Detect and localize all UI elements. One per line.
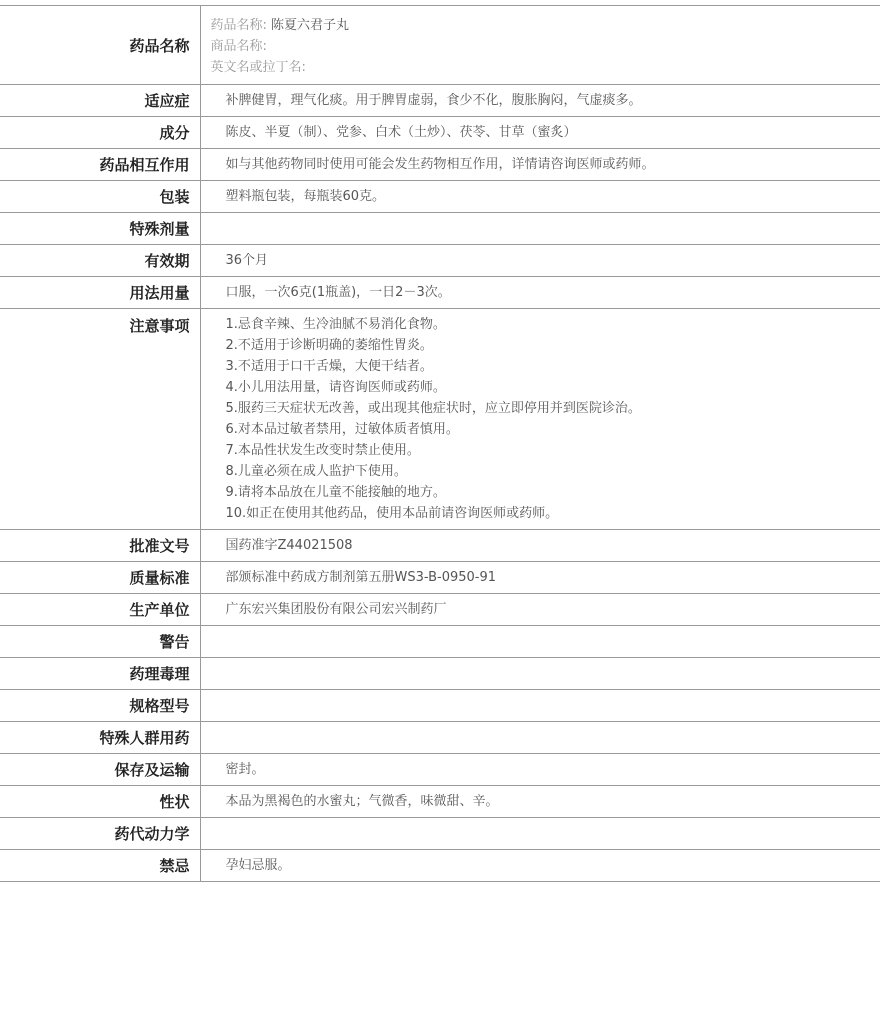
note-item: 1.忌食辛辣、生冷油腻不易消化食物。 bbox=[225, 317, 446, 332]
table-row bbox=[0, 149, 880, 181]
row-label: 包装 bbox=[0, 181, 200, 213]
table-row bbox=[0, 530, 880, 562]
row-value: 口服，一次6克(1瓶盖)，一日2－3次。 bbox=[200, 277, 880, 309]
row-label: 警告 bbox=[0, 626, 200, 658]
table-row bbox=[0, 562, 880, 594]
notes-list bbox=[200, 309, 880, 530]
note-item: 9.请将本品放在儿童不能接触的地方。 bbox=[225, 485, 446, 500]
row-label: 质量标准 bbox=[0, 562, 200, 594]
row-value: 如与其他药物同时使用可能会发生药物相互作用，详情请咨询医师或药师。 bbox=[200, 149, 880, 181]
trade-name-key: 商品名称: bbox=[210, 39, 267, 54]
row-value bbox=[200, 690, 880, 722]
table-row bbox=[0, 722, 880, 754]
row-value bbox=[200, 818, 880, 850]
table-row bbox=[0, 850, 880, 882]
row-label: 性状 bbox=[0, 786, 200, 818]
note-item: 5.服药三天症状无改善，或出现其他症状时，应立即停用并到医院诊治。 bbox=[225, 401, 641, 416]
row-label: 禁忌 bbox=[0, 850, 200, 882]
row-value: 部颁标准中药成方制剂第五册WS3-B-0950-91 bbox=[200, 562, 880, 594]
table-row bbox=[0, 117, 880, 149]
row-value: 本品为黑褐色的水蜜丸；气微香，味微甜、辛。 bbox=[200, 786, 880, 818]
table-row bbox=[0, 181, 880, 213]
row-value: 广东宏兴集团股份有限公司宏兴制药厂 bbox=[200, 594, 880, 626]
table-row bbox=[0, 213, 880, 245]
row-label: 注意事项 bbox=[0, 309, 200, 530]
table-row bbox=[0, 85, 880, 117]
row-label: 药品相互作用 bbox=[0, 149, 200, 181]
generic-name-key: 药品名称: bbox=[210, 18, 267, 33]
row-value bbox=[200, 722, 880, 754]
table-row bbox=[0, 245, 880, 277]
note-item: 2.不适用于诊断明确的萎缩性胃炎。 bbox=[225, 338, 433, 353]
trade-name-line bbox=[211, 36, 880, 57]
row-label: 批准文号 bbox=[0, 530, 200, 562]
row-label: 药理毒理 bbox=[0, 658, 200, 690]
table-row bbox=[0, 277, 880, 309]
row-label: 适应症 bbox=[0, 85, 200, 117]
table-row bbox=[0, 754, 880, 786]
row-label: 保存及运输 bbox=[0, 754, 200, 786]
generic-name-value: 陈夏六君子丸 bbox=[271, 18, 350, 33]
drug-name-cell bbox=[200, 6, 880, 85]
row-value: 国药准字Z44021508 bbox=[200, 530, 880, 562]
row-value bbox=[200, 626, 880, 658]
row-value bbox=[200, 213, 880, 245]
row-label: 生产单位 bbox=[0, 594, 200, 626]
table-row bbox=[0, 658, 880, 690]
row-value: 塑料瓶包装，每瓶装60克。 bbox=[200, 181, 880, 213]
note-item: 8.儿童必须在成人监护下使用。 bbox=[225, 464, 407, 479]
row-label: 规格型号 bbox=[0, 690, 200, 722]
table-row bbox=[0, 690, 880, 722]
row-label: 特殊剂量 bbox=[0, 213, 200, 245]
row-value bbox=[200, 658, 880, 690]
note-item: 7.本品性状发生改变时禁止使用。 bbox=[225, 443, 420, 458]
row-value: 补脾健胃，理气化痰。用于脾胃虚弱，食少不化，腹胀胸闷，气虚痰多。 bbox=[200, 85, 880, 117]
row-label: 药品名称 bbox=[0, 6, 200, 85]
note-item: 6.对本品过敏者禁用，过敏体质者慎用。 bbox=[225, 422, 459, 437]
table-row-notes bbox=[0, 309, 880, 530]
generic-name-line bbox=[211, 15, 880, 36]
row-value: 陈皮、半夏（制）、党参、白术（土炒）、茯苓、甘草（蜜炙） bbox=[200, 117, 880, 149]
row-value: 36个月 bbox=[200, 245, 880, 277]
table-row bbox=[0, 786, 880, 818]
english-name-line bbox=[211, 57, 880, 78]
row-value: 孕妇忌服。 bbox=[200, 850, 880, 882]
row-label: 用法用量 bbox=[0, 277, 200, 309]
table-row-drug-name bbox=[0, 6, 880, 85]
table-row bbox=[0, 594, 880, 626]
note-item: 4.小儿用法用量，请咨询医师或药师。 bbox=[225, 380, 446, 395]
note-item: 10.如正在使用其他药品，使用本品前请咨询医师或药师。 bbox=[225, 506, 559, 521]
note-item: 3.不适用于口干舌燥，大便干结者。 bbox=[225, 359, 433, 374]
table-row bbox=[0, 626, 880, 658]
row-label: 药代动力学 bbox=[0, 818, 200, 850]
row-label: 特殊人群用药 bbox=[0, 722, 200, 754]
table-row bbox=[0, 818, 880, 850]
row-value: 密封。 bbox=[200, 754, 880, 786]
drug-spec-table bbox=[0, 5, 880, 882]
row-label: 有效期 bbox=[0, 245, 200, 277]
row-label: 成分 bbox=[0, 117, 200, 149]
english-name-key: 英文名或拉丁名: bbox=[210, 60, 306, 75]
